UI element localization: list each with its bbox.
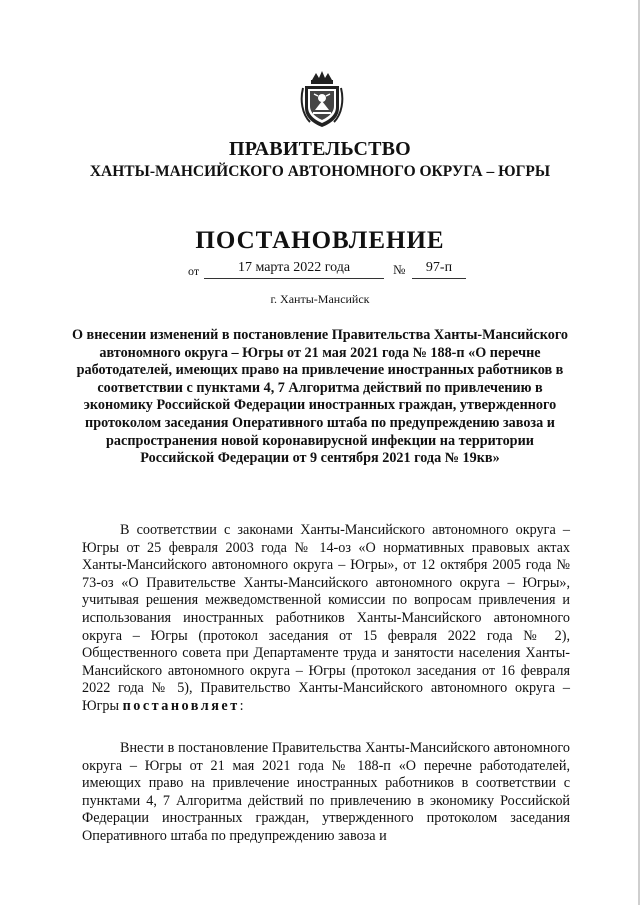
document-meta-row bbox=[0, 258, 640, 280]
resolves-suffix: : bbox=[239, 697, 244, 714]
paragraph-1-text: В соответствии с законами Ханты-Мансийского автономного округа – Югры от 25 февраля 2003 года № 14-оз «О нормативных правовых актах Ханты-Мансийского автономного округа – Югры», от 12 октября 2005 года № 73-оз «О Правительстве Ханты-Мансийского автономного округа – Югры», учитывая решения межведомственной комиссии по вопросам привлечения и использования иностранных работников Ханты-Мансийского автономного округа – Югры (протокол заседания от 15 февраля 2022 года № 2), Общественного совета при Департаменте труда и занятости населения Ханты-Мансийского автономного округа – Югры (протокол заседания от 16 февраля 2022 года № 5), Правительство Ханты-Мансийского автономного округа – Югры bbox=[82, 522, 570, 714]
document-number: 97-п bbox=[412, 260, 466, 279]
document-city: г. Ханты-Мансийск bbox=[270, 292, 370, 306]
government-title: ПРАВИТЕЛЬСТВО bbox=[229, 138, 411, 160]
resolves-word: постановляет bbox=[122, 697, 240, 714]
coat-of-arms-icon bbox=[300, 70, 344, 128]
document-subject: О внесении изменений в постановление Правительства Ханты-Мансийского автономного округа – Югры от 21 мая 2021 года № 188-п «О перечне работодателей, имеющих право на привлечение иностранных работников в соответствии с пунктами 4, 7 Алгоритма действий по привлечению в экономику Российской Федерации иностранных граждан, утвержденного протоколом заседания Оперативного штаба по предупреждению завоза и распространения новой коронавирусной инфекции на территории Российской Федерации от 9 сентября 2021 года № 19кв» bbox=[71, 327, 569, 467]
body-paragraph-2: Внести в постановление Правительства Ханты-Мансийского автономного округа – Югры от 21 мая 2021 года № 188-п «О перечне работодателей, имеющих право на привлечение иностранных работников в соответствии с пунктами 4, 7 Алгоритма действий по привлечению в экономику Российской Федерации иностранных граждан, утвержденного протоколом заседания Оперативного штаба по предупреждению завоза и bbox=[82, 740, 570, 844]
document-date: 17 марта 2022 года bbox=[204, 260, 384, 279]
number-label: № bbox=[393, 262, 406, 277]
document-type-title: ПОСТАНОВЛЕНИЕ bbox=[195, 227, 445, 254]
government-region: ХАНТЫ-МАНСИЙСКОГО АВТОНОМНОГО ОКРУГА – ЮГРЫ bbox=[89, 163, 551, 180]
date-label: от bbox=[188, 264, 200, 278]
body-paragraph-1 bbox=[82, 522, 570, 716]
